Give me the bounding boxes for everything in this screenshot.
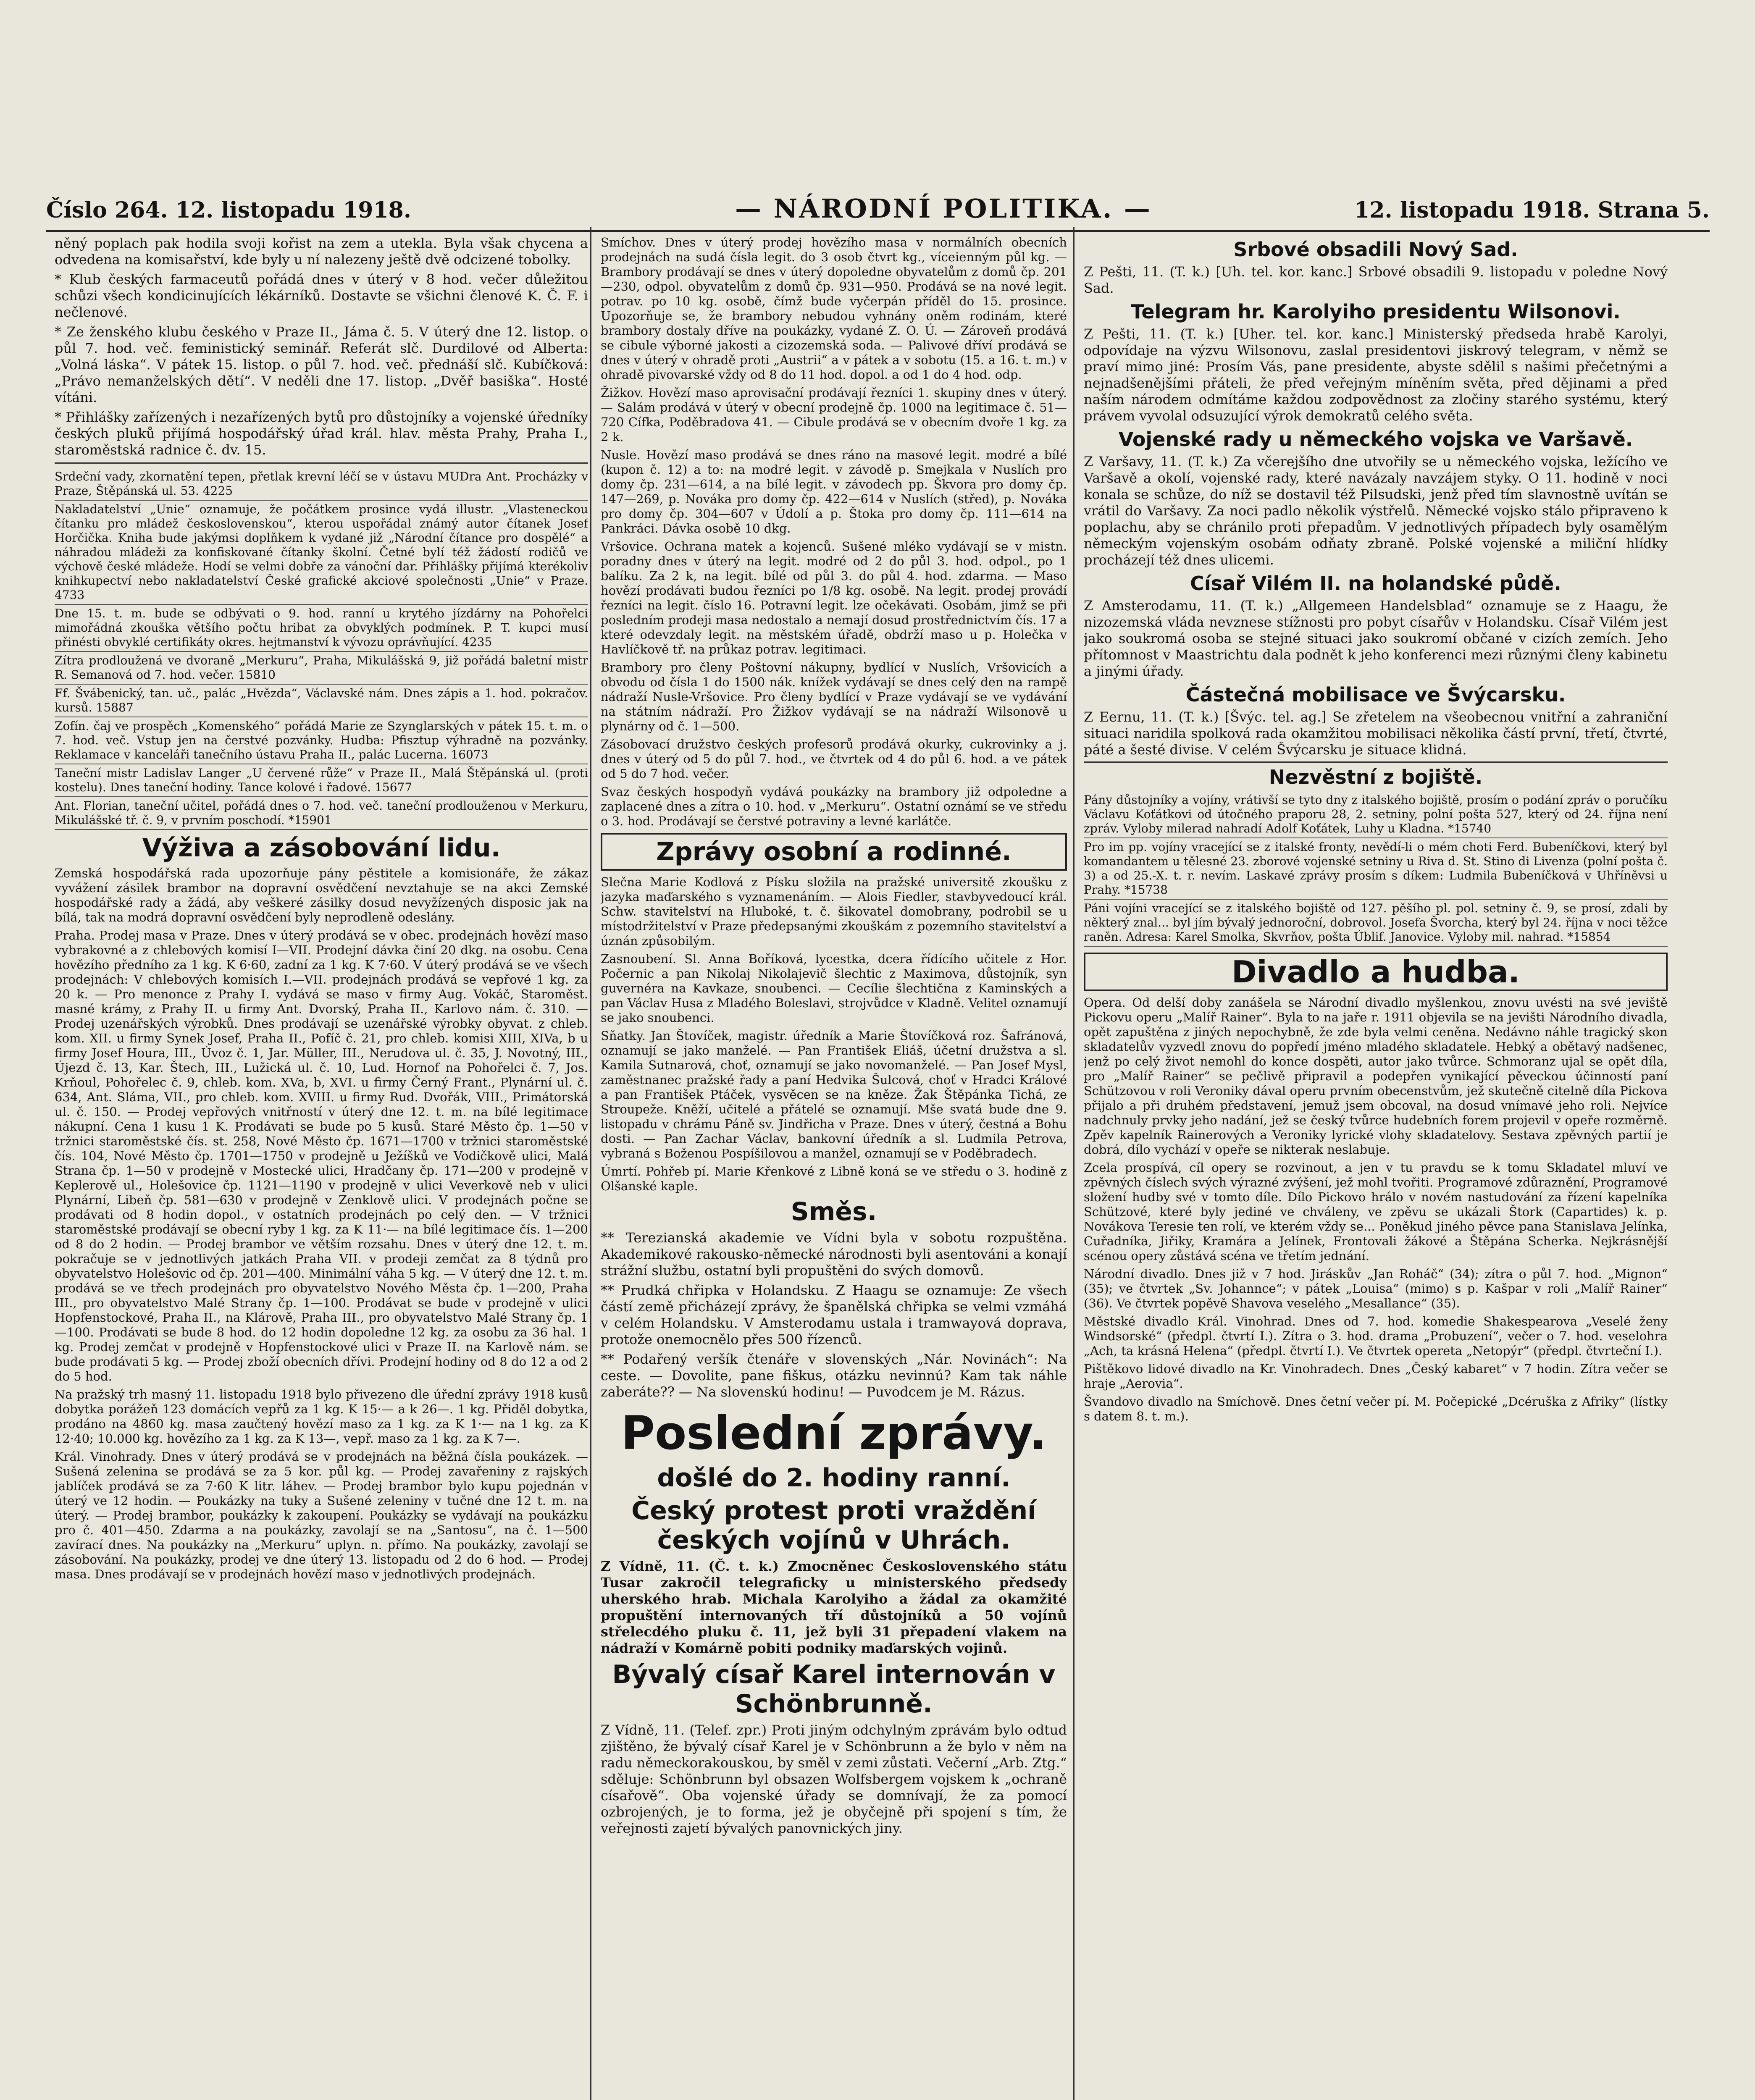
article-text: Městské divadlo Král. Vinohrad. Dnes od 7. hod. komedie Shakespearova „Veselé ženy Windsorské“ (předpl. čtvrtí I.). Zítra o 3. hod. drama „Probuzení“, večer o 7. hod. veselohra „Ach, ta krásná Helena“ (předpl. čtvrtí I.). Ve čtvrtek opereta „Netopýr“ (předpl. čtvrteční I.). [1084, 1314, 1668, 1358]
article-text: Smíchov. Dnes v úterý prodej hovězího masa v normálních obecních prodejnách na sudá čísla legit. do 3 osob čtvrt kg., víceienným půl kg. — Brambory prodávají se dnes v úterý dopoledne obyvatelům z domů čp. 201—230, odpol. obyvatelům z domů čp. 931—950. Prodává se na nové legit. potrav. po 10 kg. osobě, čímž bude vyčerpán příděl do 15. prosince. Upozorňuje se, že brambory nebudou vyhnány oněm rodinám, které brambory dostaly dříve na poukázky, vydané Z. O. Ú. — Zároveň prodává se cibule výborné jakosti a cizozemská soda. — Palivové dříví prodává se dnes v úterý v ohradě proti „Austrii“ a v pátek a v sobotu (15. a 16. t. m.) v ohradě pivovarské vždy od 8 do 11 hod. dopol. a od 1 do 4 hod. odp. [601, 235, 1067, 382]
section-heading: Směs. [791, 1197, 877, 1226]
article-headline: Srbové obsadili Nový Sad. [1233, 238, 1518, 261]
article-headline: Bývalý císař Karel internován v Schönbrunně. [612, 1660, 1056, 1719]
article-headline: Český protest proti vraždění českých vojínů v Uhrách. [631, 1496, 1036, 1555]
article-text: Z Amsterodamu, 11. (T. k.) „Allgemeen Handelsblad“ oznamuje se z Haagu, že nizozemská vláda nevznese stížnosti pro pobyt císařův v Holandsku. Císař Vilém jest jako soukromá osoba se stejné situaci jako soukromí občané v cizích zemích. Jeho přítomnost v Maastrichtu dala podnět k jeho konferenci mezi různými členy kabinetu a jinými úřady. [1084, 598, 1668, 679]
missing-notice: Pány důstojníky a vojíny, vrátivší se tyto dny z italského bojiště, prosím o podání zpráv o poručíku Václavu Koťátkovi od útočného praporu 28, 2. setniny, polní pošta 527, který od 24. října není zpráv. Vyloby milerad nahradí Adolf Koťátek, Luhy u Kladna. *15740 [1084, 791, 1668, 838]
article-text: Z Varšavy, 11. (T. k.) Za včerejšího dne utvořily se u německého vojska, ležícího ve Varšavě a okolí, vojenské rady, které navázaly navzájem styky. O 11. hodině v noci konala se schůze, do níž se dostavil též Pilsudski, jenž před tím slavnostně uvítán se vrátil do Varšavy. Za noci padlo několik výstřelů. Německé vojsko stálo připraveno k poplachu, aby se chránilo proti přepadům. V jednotlivých případech byly osamělým německým vojenským osobám odňaty zbraně. Polské vojenské a miliční hlídky procházejí též dnes ulicemi. [1084, 454, 1668, 568]
article-text: Úmrtí. Pohřeb pí. Marie Křenkové z Libně koná se ve středu o 3. hodině z Olšanské kaple. [601, 1164, 1067, 1193]
issue-info: Číslo 264. 12. listopadu 1918. [46, 197, 411, 223]
article-text: Z Pešti, 11. (T. k.) [Uher. tel. kor. kanc.] Ministerský předseda hrabě Karolyi, odpovídaje na výzvu Wilsonovu, zaslal presidentovi jiskrový telegram, v němž se praví mimo jiné: Prosím Vás, pane presidente, abyste sdělil s našimi přečetnými a nejnadšenějšími přáteli, že před veřejným míněním světa, před dějinami a před naším národem odmítáme každou zodpovědnost za zločiny starého systému, který právem vyvolal odsuzující výrok demokratů celého světa. [1084, 326, 1668, 424]
article-text: Slečna Marie Kodlová z Písku složila na pražské universitě zkoušku z jazyka maďarského s vyznamenáním. — Alois Fiedler, stavbyvedoucí král. Schw. stavitelství na Hluboké, t. č. šikovatel domobrany, podrobil se u místodržitelství v Praze předepsanými zkouškám z pozemního stavitelství a úznán způsobilým. [601, 875, 1067, 948]
section-heading: Poslední zprávy. [621, 1406, 1047, 1460]
article-text: Z Vídně, 11. (Telef. zpr.) Proti jiným odchylným zprávám bylo odtud zjištěno, že bývalý císař Karel je v Schönbrunn a že bylo v něm na radu německorakouskou, by směl v zemi zůstati. Večerní „Arb. Ztg.“ sděluje: Schönbrunn byl obsazen Wolfsbergem vojskem k „ochraně císařově“. Oba vojenské úřady se domnívají, že za pomocí ozbrojených, je to forma, jež je obyčejně při spojení s tím, že veřejnosti zajetí bývalých panovnických jiny. [601, 1722, 1067, 1836]
article-text: Zcela prospívá, cíl opery se rozvinout, a jen v tu pravdu se k tomu Skladatel mluví ve zpěvných číslech svých výrazné zvýšení, jež mohl tvořiti. Programové zdůraznění, Programové složení hudby své v tomto díle. Dílo Pickovo hrálo v novém nastudování za řízení kapelníka Schützové, které byly jediné ve chváleny, ve zpěvu se ukázali Štork (Capartides) k. p. Novákova Teresie ten rolí, ve kterém vždy se... Poněkud jiného pěvce pana Stanislava Jelínka, Cuřadníka, Jiřiky, Kramára a Jelínek, Frontovali žákové a Štěpána Scherka. Nejkrásnější scénou opery zůstává scéna ve třetím jednání. [1084, 1160, 1668, 1263]
advert: Zítra prodloužená ve dvoraně „Merkuru“, Praha, Mikulášská 9, již pořádá baletní mistr R. Semanová od 7. hod. večer. 15810 [55, 652, 588, 685]
article-text: Nusle. Hovězí maso prodává se dnes ráno na masové legit. modré a bílé (kupon č. 12) a to: na modré legit. v závodě p. Smejkala v Nuslích pro domy čp. 231—614, a na bílé legit. v závodech pp. Škvora pro domy čp. 147—269, p. Nováka pro domy čp. 422—614 v Nuslích (střed), p. Nováka pro domy čp. 304—607 v Údolí a p. Štoka pro domy čp. 111—614 na Pankráci. Dávka osobě 10 dkg. [601, 448, 1067, 536]
page-header [46, 185, 1710, 231]
column-1 [55, 235, 588, 2100]
advert: Dne 15. t. m. bude se odbývati o 9. hod. ranní u krytého jízdárny na Pohořelci mimořádná zkouška většího počtu hribat za obvyklých podmínek. P. T. kupci musí přinésti obvyklé certifikáty okres. hejtmanství k vývozu oprávňující. 4235 [55, 605, 588, 652]
article-headline: Vojenské rady u německého vojska ve Varšavě. [1118, 428, 1633, 451]
article-text: ** Terezianská akademie ve Vídni byla v sobotu rozpuštěna. Akademikové rakousko-německé národnosti byli asentováni a konají strážní službu, ostatní byli propuštěni do svých domovů. [601, 1230, 1067, 1278]
article-text: Sňatky. Jan Štovíček, magistr. úředník a Marie Štovíčková roz. Šafránová, oznamují se jako manželé. — Pan František Eliáš, účetní družstva a sl. Kamila Sutnarová, choť, oznamují se jako novomanželé. — Pan Josef Mysl, zaměstnanec pražské řady a paní Hedvika Šulcová, choť v Hradci Králové a pan František Ptáček, vysvěcen se na kněze. Žak Štěpánka Tichá, ze Stroupeže. Kněží, učitelé a přátelé se oznamují. Mše svatá bude dne 9. listopadu v chrámu Páně sv. Jindřicha v Praze. Dnes v úterý, čestná a Bohu dosti. — Pan Zachar Václav, bankovní úředník a sl. Ludmila Petrova, vybraná s Boženou Pospíšilovou a manžel, oznamují se v Poděbradech. [601, 1029, 1067, 1160]
article-text: ** Podařený veršík čtenáře v slovenských „Nár. Novinách“: Na ceste. — Dovolite, pane fiškus, otázku nevinnú? Kam tak náhle zaberáte?? — Na slovenskú hodinu! — Puvodcem je M. Rázus. [601, 1351, 1067, 1400]
article-text: Brambory pro členy Poštovní nákupny, bydlící v Nuslích, Vršovicích a obvodu od čísla 1 do 1500 nák. knížek vydávají se dnes celý den na rampě nádraží Nusle-Vršovice. Pro členy bydlící v Praze vydávají se ve vydávání na státním nádraží. Pro Žižkov vydávají se na nádraží Wilsonově u plynárny od č. 1—500. [601, 660, 1067, 733]
date-page-info: 12. listopadu 1918. Strana 5. [1354, 197, 1710, 223]
article-text: něný poplach pak hodila svoji kořist na zem a utekla. Byla však chycena a odvedena na komisařství, kde byly u ní nalezeny ještě dvě odcizené tobolky. [55, 235, 588, 268]
missing-notice: Pro im pp. vojíny vracející se z italské fronty, nevědí-li o mém choti Ferd. Bubeníčkovi, který byl komandantem u tělesné 23. zborové vojenské setniny u Riva d. St. Stino di Livenza (polní pošta č. 3) a od 25.-X. t. r. nevím. Laskavé zprávy prosím s díkem: Ludmila Bubeníčková v Uhříněvsi u Prahy. *15738 [1084, 838, 1668, 900]
article-text: Vršovice. Ochrana matek a kojenců. Sušené mléko vydávají se v mistn. poradny dnes v úterý na legit. modré od 2 do půl 3. hod. odpol., po 1 balíku. Za 2 k, na legit. bílé od půl 3. do půl 4. hod. zdarma. — Maso hovězí prodávati budou řezníci po 1/8 kg. osobě. Na legit. prodej provádí řezníci na legit. číslo 16. Potravní legit. lze očekávati. Osobám, jimž se při posledním prodeji masa nedostalo a nemají dosud prostřednictvím čís. 17 a které odevzdaly legit. na městském úřadě, obdrží maso u p. Holečka v Havlíčkově tř. na průkaz potrav. legitimaci. [601, 539, 1067, 656]
article-text: Praha. Prodej masa v Praze. Dnes v úterý prodává se v obec. prodejnách hovězí maso vybrakovné a z chlebových komisí I—VII. Prodejní dávka činí 20 dkg. na osobu. Cena hovězího předního za 1 kg. K 6·60, zadní za 1 kg. K 7·60. V úterý prodává se ve všech prodejnách: V chlebových komisích I.—VII. prodejnách prodává se vepřové 1 kg. za 20 k. — Pro menonce z Prahy I. vydává se maso v firmy Aug. Vokáč, Staroměst. masné krámy, z Prahy II. u firmy Ant. Dvorský, Praha II., Karlovo nám. č. 310. — Prodej uzenářských výrobků. Dnes prodávají se uzenářské výrobky obyvat. z chleb. kom. XII. u firmy Synek Josef, Praha II., Pofíč č. 21, pro chleb. komisi XIII, XIVa, b u firmy Josef Houra, III., Úvoz č. 1, Jar. Müller, III., Nerudova ul. č. 35, J. Novotný, III., Újezd č. 13, Kar. Štech, III., Lužická ul. č. 10, Lud. Hornof na Pohořelci č. 7, Jos. Krňoul, Pohořelec č. 9, chleb. kom. XVa, b, XVI. u firmy Černý Frant., Plynární ul. č. 634, Ant. Sláma, VII., pro chleb. kom. XVIII. u firmy Rud. Dvořák, VIII., Primátorská ul. č. 150. — Prodej vepřových vnitřností v úterý dne 12. t. m. na bílé legitimace nákupní. Cena 1 kusu 1 K. Prodávati se bude po 5 kusů. Staré Město čp. 1—50 v tržnici staroměstské čís. st. 258, Nové Město čp. 1671—1700 v tržnici staroměstské čís. 104, Nové Město čp. 1701—1750 v prodejně u Ježíšků ve Vodičkově ulici, Malá Strana čp. 1—50 v prodejně v Mostecké ulici, Hradčany čp. 171—200 v prodejně v Keplerově ul., Holešovice čp. 1121—1190 v prodejně v ulici Veverkově neb v ulici Plynární, Libeň čp. 581—630 v prodejně v Zenklově ulici. V prodejnách počne se prodávati od 8 hodin dopol., v ostatních prodejnách po celý den. — V tržnici staroměstské prodávají se obecní ryby 1 kg. za K 11·— na bílé legitimace čís. 1—200 od 8 do 2 hodin. — Prodej brambor ve větším rozsahu. Dnes v úterý dne 12. t. m. pokračuje se v jednotlivých jatkách Praha VII. v prodeji zemčat za 8 týdnů pro obyvatelstvo Holešovic od čp. 201—400. Minimální váha 5 kg. — V úterý dne 12. t. m. prodává se ve třech prodejnách pro obyvatelstvo Nového Města čp. 1—200, Praha III., pro obyvatelstvo Malé Strany čp. 1—100. Prodávat se bude v prodejně v ulici Hopfenstockové, Praha II., na Klárově, Praha III., pro obyvatelstvo Malé Strany čp. 1—100. Prodávati se bude 8 hod. do 12 hodin dopoledne 12 kg. za osobu za 36 hal. 1 kg. Prodej zemčat v prodejně v Hopfenstockové ulici v Praze II. na Karlově nám. se bude prodávati 5 kg. — Prodej zboží obecních dřívi. Prodejní hodiny od 8 do 12 a od 2 do 5 hod. [55, 928, 588, 1383]
article-headline: Císař Vilém II. na holandské půdě. [1190, 572, 1561, 595]
article-text: Zásobovací družstvo českých profesorů prodává okurky, cukrovinky a j. dnes v úterý od 5 do půl 7. hod., ve čtvrtek od 4 do půl 6. hod. a ve pátek od 5 do 7 hod. večer. [601, 737, 1067, 781]
article-text: Národní divadlo. Dnes již v 7 hod. Jiráskův „Jan Roháč“ (34); zítra o půl 7. hod. „Mignon“ (35); ve čtvrtek „Sv. Johannce“; v pátek „Louisa“ (mimo) s p. Kašpar v roli „Malíř Rainer“ (36). Ve čtvrtek popěvě Shavova veselého „Mesallance“ (35). [1084, 1267, 1668, 1310]
article-text: ** Prudká chřipka v Holandsku. Z Haagu se oznamuje: Ze všech částí země přicházejí zprávy, že španělská chřipka se velmi vzmáhá v celém Holandsku. V Amsterodamu ustala i tramwayová doprava, protože onemocnělo přes 500 řízenců. [601, 1282, 1067, 1347]
article-text: Svaz českých hospodyň vydává poukázky na brambory již odpoledne a zaplacené dnes a zítra o 10. hod. v „Merkuru“. Ostatní oznámí se ve středu o 3. hod. Prodávají se čerstvé potraviny a levné karlátče. [601, 785, 1067, 828]
article-text: Zasnoubení. Sl. Anna Boříková, lycestka, dcera řídícího učitele z Hor. Počernic a pan Nikolaj Nikolajevič šlechtic z Maximova, důstojník, syn guvernéra na Kavkaze, snoubenci. — Cecílie šlechtična z Kaminských a pan Václav Husa z Mladého Boleslavi, strojvůdce v Kladně. Velitel oznamují se jako snoubenci. [601, 952, 1067, 1025]
advert: Zofín. čaj ve prospěch „Komenského“ pořádá Marie ze Szynglarských v pátek 15. t. m. o 7. hod. več. Vstup jen na čerstvé pozvánky. Hudba: Pfisztup výhradně na pozvánky. Reklamace v kanceláři tanečního ústavu Praha II., palác Lucerna. 16073 [55, 717, 588, 764]
section-heading: Výživa a zásobování lidu. [142, 833, 501, 863]
article-text: Zemská hospodářská rada upozorňuje pány pěstitele a komisionáře, že zákaz vyvážení zásilek brambor na dopravní osvědčení nevztahuje se na akci Zemské hospodářské rady a žádá, aby veškeré zásilky dosud nevyžízených disposic jak na bílá, tak na modrá dopravní osvědčení byly neprodleně odeslány. [55, 866, 588, 924]
advert: Srdeční vady, zkornatění tepen, přetlak krevní léčí se v ústavu MUDra Ant. Procházky v Praze, Štěpánská ul. 53. 4225 [55, 468, 588, 501]
advert: Nakladatelství „Unie“ oznamuje, že počátkem prosince vydá illustr. „Vlasteneckou čítanku pro mládež československou“, kterou uspořádal známý autor čítanek Josef Horčička. Kniha bude jakýmsi doplňkem k vydané již „Národní čítance pro dospělé“ a náhradou mládeži za konfiskované čítanky školní. Četné bylí též žádostí rodičů ve výchově české mládeže. Hodí se velmi dobře za vánoční dar. Přihlášky přijímá kterékoliv knihkupectví nebo nakladatelství České grafické akciové společnosti „Unie“ v Praze. 4733 [55, 501, 588, 605]
advert: Ff. Švábenický, tan. uč., palác „Hvězda“, Václavské nám. Dnes zápis a 1. hod. pokračov. kursů. 15887 [55, 685, 588, 717]
column-divider-1 [590, 227, 591, 2100]
missing-notice: Páni vojíni vracející se z italského bojiště od 127. pěšího pl. pol. setniny č. 9, se prosí, zdali by některý znal... byl jím bývalý jednoroční, dobrovol. Josefa Švorcha, který byl 24. října v noci těžce raněn. Adresa: Karel Smolka, Skvrňov, pošta Úblif. Janovice. Vyloby mil. nahrad. *15854 [1084, 900, 1668, 947]
column-3 [1084, 235, 1668, 2100]
masthead: — NÁRODNÍ POLITIKA. — [735, 193, 1152, 224]
article-headline: Telegram hr. Karolyiho presidentu Wilsonovi. [1131, 300, 1621, 323]
article-text: * Přihlášky zařízených i nezařízených bytů pro důstojníky a vojenské úředníky českých pluků přijímá hospodářský úřad král. hlav. města Prahy, Praha I., staroměstská radnice č. dv. 15. [55, 409, 588, 458]
header-rule [46, 230, 1710, 232]
divider [55, 462, 588, 464]
article-text: Žižkov. Hovězí maso aprovisační prodávají řezníci 1. skupiny dnes v úterý. — Salám prodává v úterý v obecní prodejně čp. 1000 na legitimace č. 51—720 Cífka, Poděbradova 41. — Cibule prodává se v obecním dvoře 1 kg. za 2 k. [601, 386, 1067, 444]
article-text: Král. Vinohrady. Dnes v úterý prodává se v prodejnách na běžná čísla poukázek. — Sušená zelenina se prodává se za 5 kor. půl kg. — Prodej zavařeniny z rajských jablíček prodává se za 7·60 K litr. láhev. — Prodej brambor bylo kupu pojednán v úterý ve 12 hodin. — Poukázky na tuky a Sušené zeleniny v tučné dne 12 t. m. na úterý. — Prodej brambor, poukázky k zakoupení. Poukázky se vydávají na poukázku pro č. 401—450. Zdarma a na poukázky, zavolají se na „Santosu“, na č. 1—500 zavírací dnes. Na poukázky na „Merkuru“ uplyn. n. přímo. Na poukázky, zavolají se zásobování. Na poukázky, prodej ve dne úterý 13. listopadu od 2 do 6 hod. — Prodej masa. Dnes prodávají se v prodejnách hovězí maso v jednotlivých prodejnách. [55, 1449, 588, 1581]
column-divider-2 [1073, 227, 1075, 2100]
article-text: Z Vídně, 11. (Č. t. k.) Zmocněnec Československého státu Tusar zakročil telegraficky u ministerského předsedy uherského hrab. Michala Karolyiho a žádal za okamžité propuštění internovaných tří důstojníků a 50 vojínů střelecdého pluku č. 11, jež byli 31 přepadení vlakem na nádraží v Komárně pobiti podniky maďarských vojinů. [601, 1558, 1067, 1656]
section-heading: Nezvěstní z bojiště. [1084, 761, 1668, 789]
section-heading: Zprávy osobní a rodinné. [601, 833, 1067, 871]
article-text: * Klub českých farmaceutů pořádá dnes v úterý v 8 hod. večer důležitou schůzi všech kondicinujících lékárníků. Dostavte se všichni členové K. Č. F. i nečlenové. [55, 271, 588, 320]
article-text: Z Eernu, 11. (T. k.) [Švýc. tel. ag.] Se zřetelem na všeobecnou vnitřní a zahraniční situaci naridila spolková rada okamžitou mobilisaci několika částí první, třetí, čtvrté, páté a šesté divise. V celém Švýcarsku je situace klidná. [1084, 709, 1668, 758]
article-text: Švandovo divadlo na Smíchově. Dnes četní večer pí. M. Počepické „Dcéruška z Afriky“ (lístky s datem 8. t. m.). [1084, 1394, 1668, 1423]
advert: Taneční mistr Ladislav Langer „U červené růže“ v Praze II., Malá Štěpánská ul. (proti kostelu). Dnes taneční hodiny. Tance kolové i řadové. 15677 [55, 764, 588, 797]
article-text: Z Pešti, 11. (T. k.) [Uh. tel. kor. kanc.] Srbové obsadili 9. listopadu v poledne Nový Sad. [1084, 264, 1668, 296]
section-heading: Divadlo a hudba. [1084, 953, 1668, 991]
column-2 [601, 235, 1067, 2100]
article-text: Opera. Od delší doby zanášela se Národní divadlo myšlenkou, znovu uvésti na své jeviště Pickovu operu „Malíř Rainer“. Byla to na jaře r. 1911 objevila se na jevišti Národního divadla, opět zapuštěna z jiných nepochybně, že zde byla velmi ceněna. Nedávno náhle tragický skon skladatelův vyzvedl znovu do popředí jméno mladého skladatele. Hebký a obětavý nadšenec, jenž po celý život nemohl do konce dospěti, autor jako tvůrce. Schmoranz ujal se opět díla, pro „Malíř Rainer“ se pečlivě připravil a podepřen vynikající pěveckou účinností paní Schützovou v roli Veroniky dával operu prvním obecenstvům, jež skutečně citelně díla Pickova přijalo a při druhém představení, jemuž jsem obcoval, na dosud vnímavé jeho roli. Nejvíce nadchnuly prvky jeho nadání, jež se český tvůrce hudebních forem projevil v opeře rozměrně. Zpěv kapelník Rainerových a Veroniky lyrické vlohy skladatelovy. Sestava zpěvných partií je dobrá, dílo vychází v opeře se nikterak neslabuje. [1084, 995, 1668, 1157]
article-text: Na pražský trh masný 11. listopadu 1918 bylo přivezeno dle úřední zprávy 1918 kusů dobytka porážeň 123 domácích vepřů za 1 kg. K 15·— a k 26—. 1 kg. Přiděl dobytka, prodáno na 4860 kg. masa zaučtený hovězí maso za 1 kg. za K 1·— na 1 kg. za K 12·40; 10.000 kg. hovězího za 1 kg. za K 13—, vepř. maso za 1 kg. za K 7—. [55, 1387, 588, 1446]
article-text: Pištěkovo lidové divadlo na Kr. Vinohradech. Dnes „Český kabaret“ v 7 hodin. Zítra večer se hraje „Aerovia“. [1084, 1362, 1668, 1391]
article-headline: Částečná mobilisace ve Švýcarsku. [1185, 683, 1566, 706]
article-text: * Ze ženského klubu českého v Praze II., Jáma č. 5. V úterý dne 12. listop. o půl 7. hod. več. feministický seminář. Referát slč. Durdilové od Alberta: „Volná láska“. V pátek 15. listop. o půl 7. hod. več. přednáší slč. Kubíčková: „Právo nemanželských dětí“. V neděli dne 17. listop. „Dvěř basiška“. Hosté vítáni. [55, 324, 588, 405]
advert: Ant. Florian, taneční učitel, pořádá dnes o 7. hod. več. taneční prodlouženou v Merkuru, Mikulášské tř. č. 9, v prvním poschodí. *15901 [55, 797, 588, 830]
subheading: došlé do 2. hodiny ranní. [657, 1463, 1011, 1493]
